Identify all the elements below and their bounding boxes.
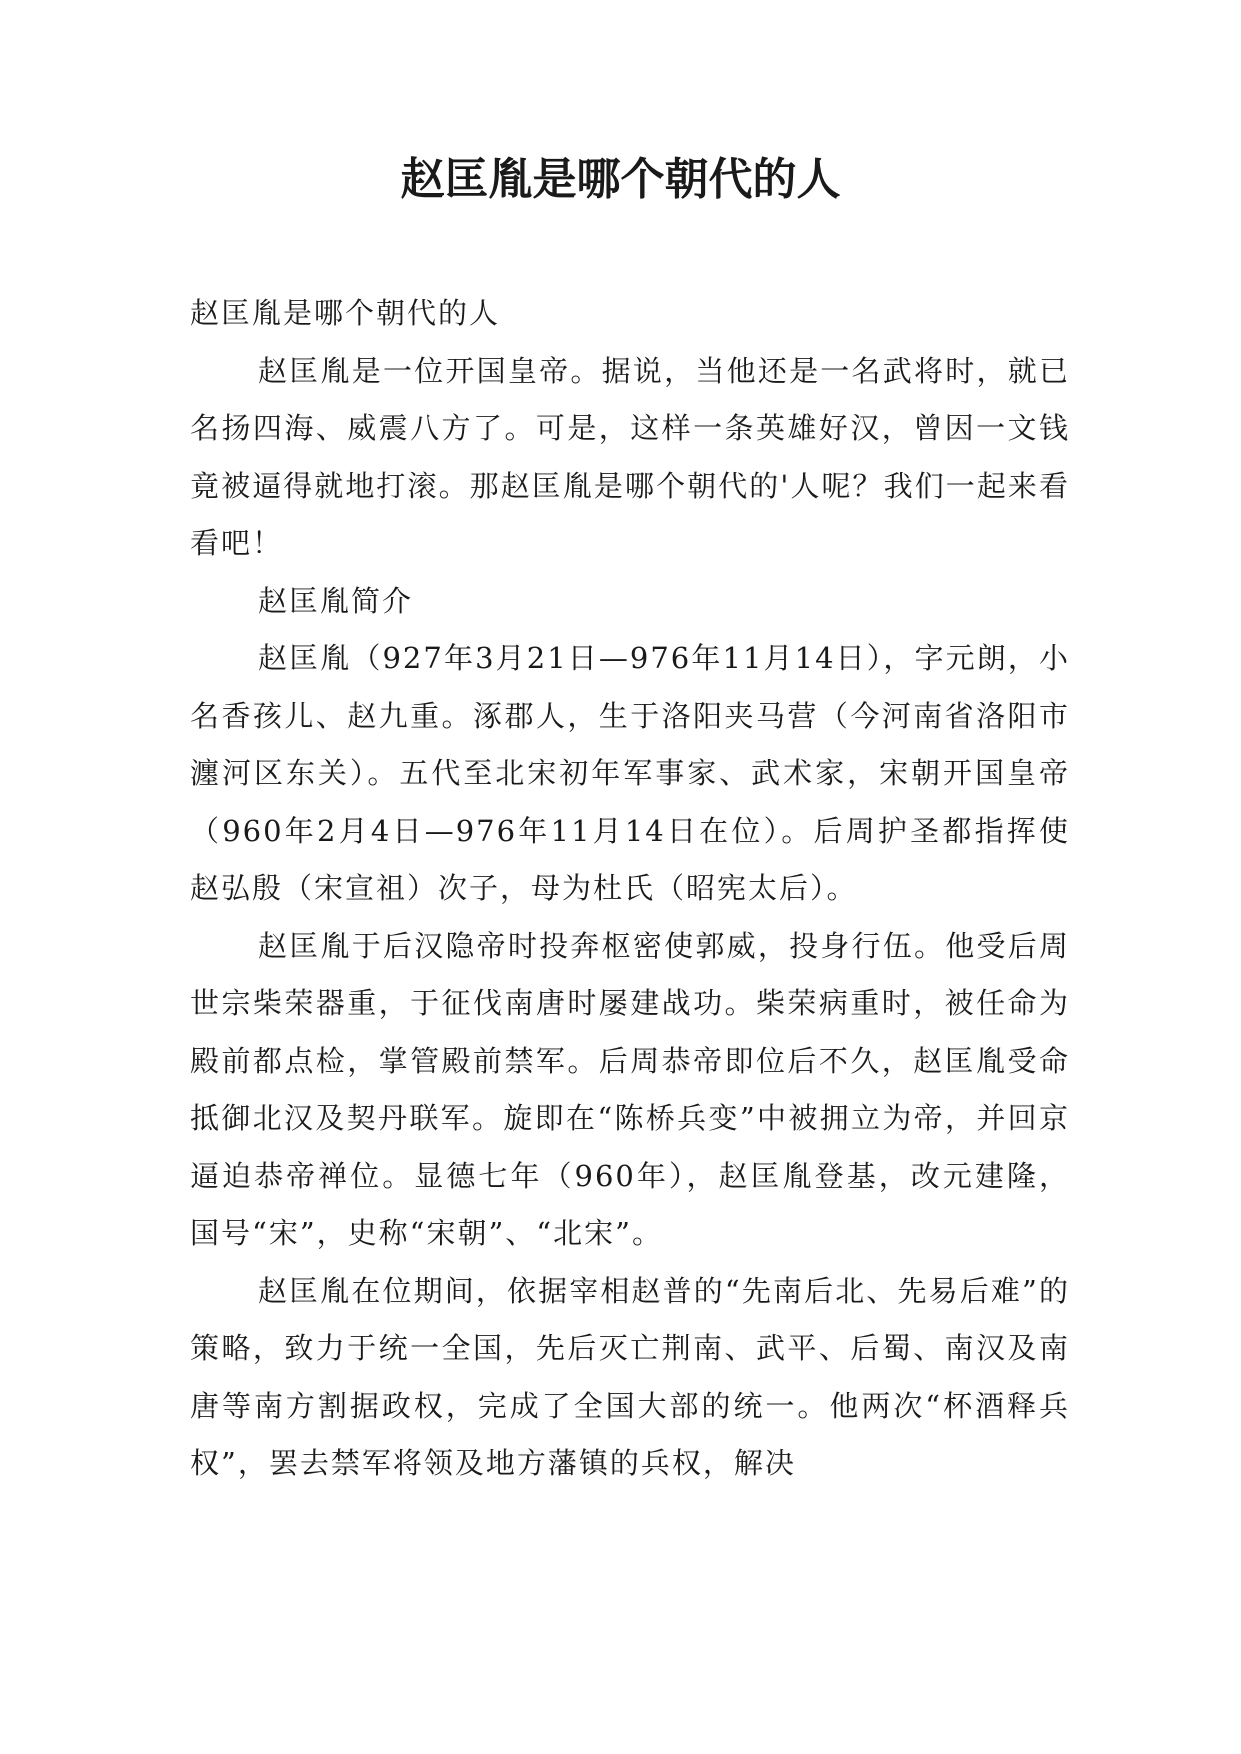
document-subtitle: 赵匡胤是哪个朝代的人 (190, 296, 501, 330)
career-paragraph: 赵匡胤于后汉隐帝时投奔枢密使郭威，投身行伍。他受后周世宗柴荣器重，于征伐南唐时屡建战功。柴荣病重时，被任命为殿前都点检，掌管殿前禁军。后周恭帝即位后不久，赵匡胤受命抵御北汉及契丹联军。旋即在“陈桥兵变”中被拥立为帝，并回京逼迫恭帝禅位。显德七年（960年），赵匡胤登基，改元建隆，国号“宋”，史称“宋朝”、“北宋”。 (190, 928, 1070, 1250)
reign-paragraph: 赵匡胤在位期间，依据宰相赵普的“先南后北、先易后难”的策略，致力于统一全国，先后灭亡荆南、武平、后蜀、南汉及南唐等南方割据政权，完成了全国大部的统一。他两次“杯酒释兵权”，罢去禁军将领及地方藩镇的兵权，解决 (190, 1273, 1070, 1480)
section-heading: 赵匡胤简介 (258, 583, 414, 618)
document-body (190, 285, 1070, 1493)
document-title: 赵匡胤是哪个朝代的人 (400, 154, 841, 205)
biography-paragraph: 赵匡胤（927年3月21日—976年11月14日），字元朗，小名香孩儿、赵九重。涿郡人，生于洛阳夹马营（今河南省洛阳市瀍河区东关）。五代至北宋初年军事家、武术家，宋朝开国皇帝（960年2月4日—976年11月14日在位）。后周护圣都指挥使赵弘殷（宋宣祖）次子，母为杜氏（昭宪太后）。 (190, 641, 1070, 905)
intro-paragraph: 赵匡胤是一位开国皇帝。据说，当他还是一名武将时，就已名扬四海、威震八方了。可是，这样一条英雄好汉，曾因一文钱竟被逼得就地打滚。那赵匡胤是哪个朝代的'人呢？我们一起来看看吧！ (190, 353, 1070, 560)
